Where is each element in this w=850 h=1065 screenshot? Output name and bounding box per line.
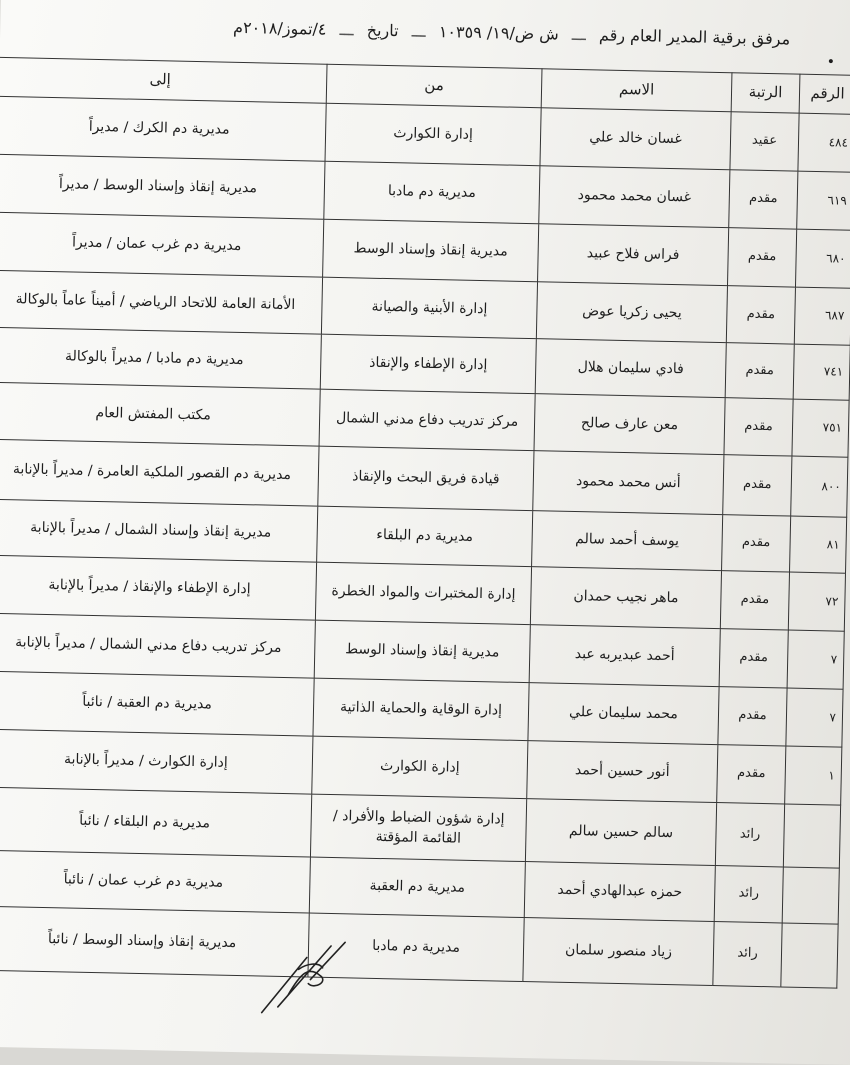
column-header-number: الرقم xyxy=(799,74,850,114)
cell-name: معن عارف صالح xyxy=(534,394,725,455)
column-header-name: الاسم xyxy=(541,69,732,112)
cell-name: زياد منصور سلمان xyxy=(523,918,714,986)
cell-rank: رائد xyxy=(715,803,784,867)
cell-number: ٤٨٤ xyxy=(798,113,850,172)
cell-from: إدارة الكوارث xyxy=(312,736,528,798)
cell-to: مديرية دم البلقاء / نائباً xyxy=(0,787,312,857)
cell-from: إدارة الأبنية والصيانة xyxy=(321,277,537,338)
cell-to: مديرية إنقاذ وإسناد الشمال / مديراً بالإنابة xyxy=(0,499,318,562)
cell-number: ٨١ xyxy=(790,516,847,573)
cell-number: ٦٨٧ xyxy=(794,287,850,345)
cell-name: غسان خالد علي xyxy=(540,108,731,170)
cell-rank: مقدم xyxy=(729,170,798,229)
cell-number xyxy=(782,867,839,924)
cell-name: فادي سليمان هلال xyxy=(535,339,726,398)
cell-from: قيادة فريق البحث والإنقاذ xyxy=(318,446,534,510)
cell-to: مديرية دم الكرك / مديراً xyxy=(0,96,326,161)
cell-to: مديرية دم القصور الملكية العامرة / مديراً بالإنابة xyxy=(0,439,319,506)
cell-number: ١ xyxy=(785,746,842,805)
cell-rank: رائد xyxy=(714,866,783,923)
header-date: ٤/تموز/٢٠١٨م xyxy=(232,17,327,39)
cell-rank: مقدم xyxy=(722,515,791,572)
cell-to: مديرية دم مادبا / مديراً بالوكالة xyxy=(0,327,321,389)
cell-name: محمد سليمان علي xyxy=(528,683,719,745)
column-header-from: من xyxy=(326,64,542,107)
cell-from: مديرية دم البلقاء xyxy=(317,506,533,566)
cell-name: يوسف أحمد سالم xyxy=(532,511,723,571)
cell-number: ٨٠٠ xyxy=(791,456,848,517)
cell-rank: مقدم xyxy=(724,398,793,456)
cell-rank: مقدم xyxy=(719,629,788,688)
cell-number: ٦٨٠ xyxy=(795,229,850,288)
cell-from: مديرية دم مادبا xyxy=(324,161,540,223)
cell-to: مديرية دم العقبة / نائباً xyxy=(0,671,314,736)
cell-name: غسان محمد محمود xyxy=(539,166,730,228)
cell-to: الأمانة العامة للاتحاد الرياضي / أميناً عاماً بالوكالة xyxy=(0,270,323,334)
cell-to: مكتب المفتش العام xyxy=(0,382,320,446)
cell-to: إدارة الإطفاء والإنقاذ / مديراً بالإنابة xyxy=(0,555,317,620)
cell-from: مديرية دم العقبة xyxy=(309,857,525,917)
cell-name: يحيى زكريا عوض xyxy=(536,282,727,343)
document-header: مرفق برقية المدير العام رقم ـــ ش ض/١٩/ ١٠٣٥٩ ـــ تاريخ ـــ ٤/تموز/٢٠١٨م xyxy=(232,17,791,49)
cell-number: ٧٤١ xyxy=(793,344,850,400)
cell-from: إدارة المختبرات والمواد الخطرة xyxy=(315,562,531,624)
transfer-table xyxy=(0,57,850,989)
cell-to: مديرية إنقاذ وإسناد الوسط / مديراً xyxy=(0,154,325,219)
cell-number xyxy=(781,923,838,988)
cell-from: مديرية إنقاذ وإسناد الوسط xyxy=(314,620,530,682)
cell-from: مديرية دم مادبا xyxy=(308,913,524,981)
cell-rank: رائد xyxy=(713,922,782,987)
cell-name: فراس فلاح عبيد xyxy=(538,224,729,286)
cell-rank: مقدم xyxy=(720,571,789,630)
column-header-rank: الرتبة xyxy=(731,73,800,113)
cell-rank: مقدم xyxy=(727,228,796,287)
cell-number: ٧٢ xyxy=(788,572,845,631)
cell-rank: مقدم xyxy=(718,687,787,746)
cell-from: إدارة الوقاية والحماية الذاتية xyxy=(313,678,529,740)
cell-number: ٧٥١ xyxy=(792,399,849,457)
header-date-label: تاريخ xyxy=(366,20,399,41)
cell-number: ٧ xyxy=(787,630,844,689)
cell-rank: مقدم xyxy=(726,286,795,344)
cell-to: مديرية إنقاذ وإسناد الوسط / نائباً xyxy=(0,906,309,977)
cell-to: مديرية دم غرب عمان / نائباً xyxy=(0,850,310,913)
cell-from: مديرية إنقاذ وإسناد الوسط xyxy=(323,219,539,281)
cell-to: مركز تدريب دفاع مدني الشمال / مديراً بالإنابة xyxy=(0,613,315,678)
cell-rank: مقدم xyxy=(717,745,786,804)
cell-to: إدارة الكوارث / مديراً بالإنابة xyxy=(0,729,313,794)
cell-number: ٧ xyxy=(786,688,843,747)
cell-name: أنور حسين أحمد xyxy=(527,741,718,803)
header-title: مرفق برقية المدير العام رقم xyxy=(598,25,791,49)
cell-from: إدارة شؤون الضباط والأفراد / القائمة المؤقتة xyxy=(310,794,526,861)
cell-from: إدارة الإطفاء والإنقاذ xyxy=(320,334,536,393)
cell-name: سالم حسين سالم xyxy=(525,799,716,866)
bullet-dot: • xyxy=(826,54,836,71)
cell-to: مديرية دم غرب عمان / مديراً xyxy=(0,212,324,277)
cell-name: ماهر نجيب حمدان xyxy=(530,567,721,629)
cell-number xyxy=(783,804,840,868)
cell-from: مركز تدريب دفاع مدني الشمال xyxy=(319,389,535,450)
column-header-to: إلى xyxy=(0,57,327,103)
cell-name: حمزه عبدالهادي أحمد xyxy=(524,862,715,922)
cell-rank: مقدم xyxy=(723,455,792,516)
signature xyxy=(248,934,360,1016)
cell-number: ٦١٩ xyxy=(797,171,850,230)
cell-name: أنس محمد محمود xyxy=(533,451,724,515)
cell-rank: عقيد xyxy=(730,112,799,171)
cell-rank: مقدم xyxy=(725,343,794,399)
cell-from: إدارة الكوارث xyxy=(325,103,541,165)
cell-name: أحمد عبديربه عبد xyxy=(529,625,720,687)
header-reference: ش ض/١٩/ ١٠٣٥٩ xyxy=(438,22,560,44)
